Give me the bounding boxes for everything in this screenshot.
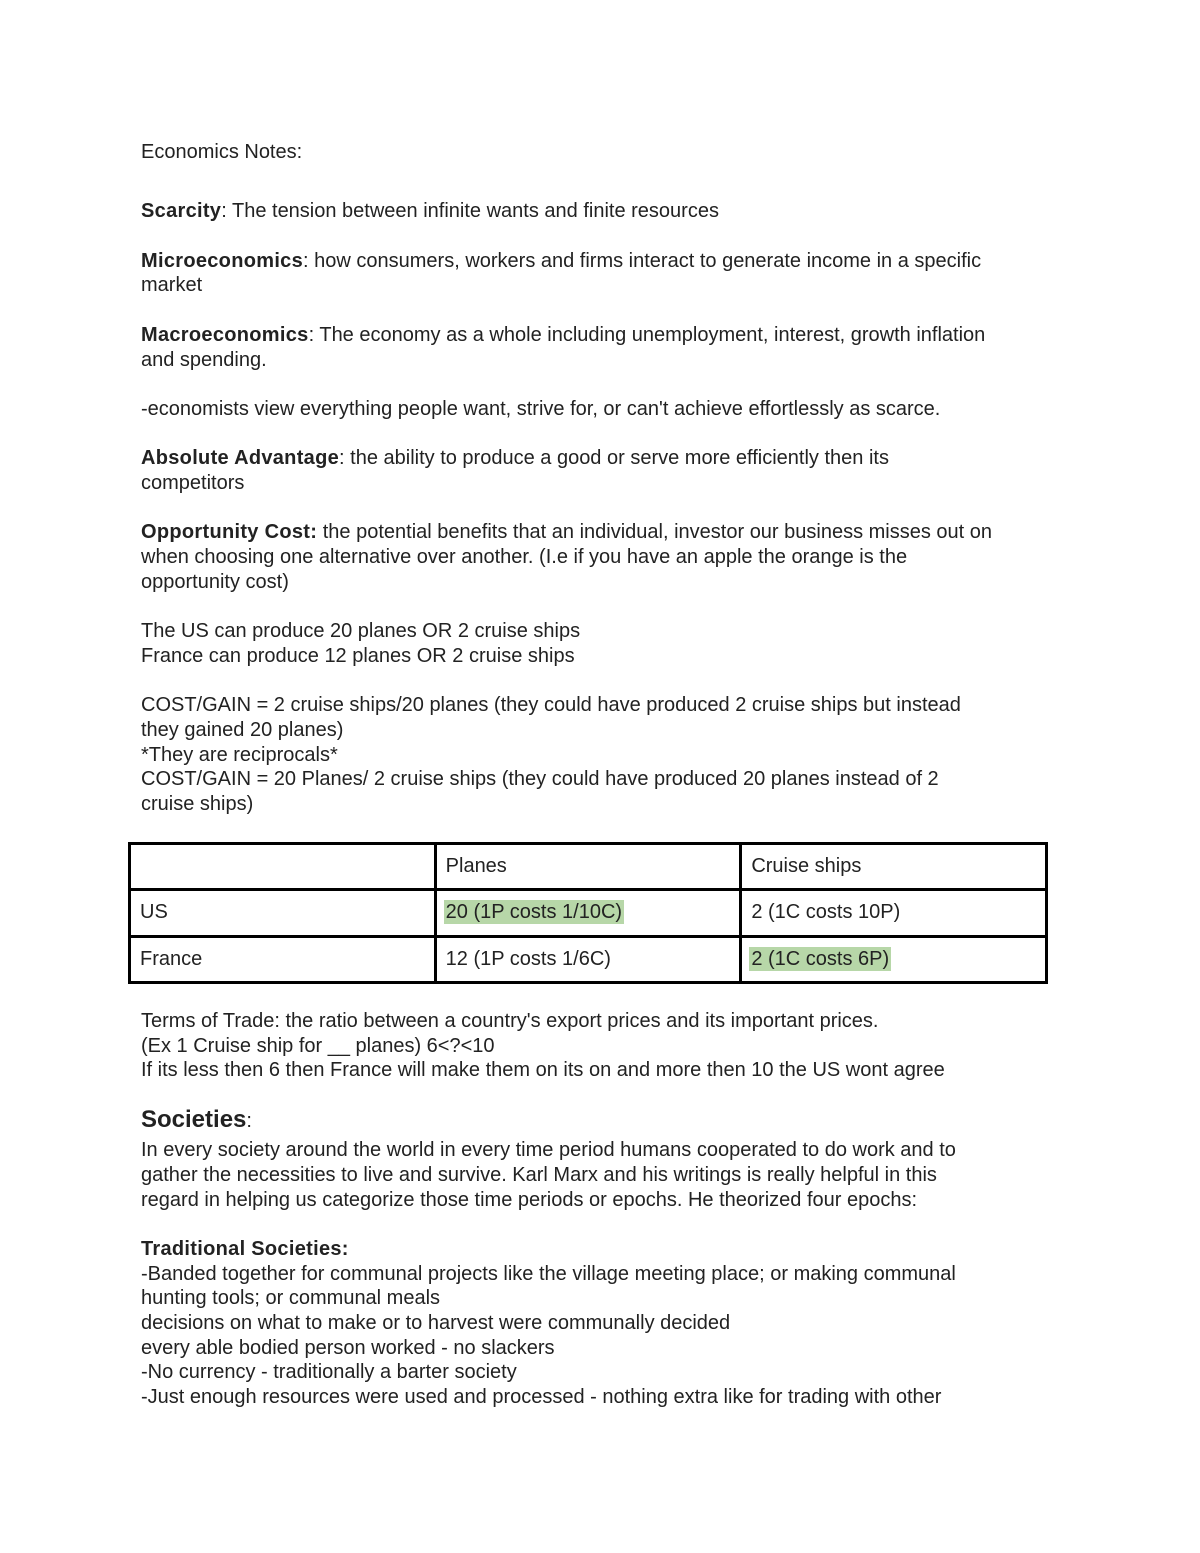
reciprocals-note: *They are reciprocals*	[141, 743, 338, 766]
societies-paragraph-cont2: regard in helping us categorize those time periods or epochs. He theorized four epochs:	[141, 1188, 918, 1211]
list-item: -Banded together for communal projects like the village meeting place; or making communal	[141, 1262, 956, 1285]
scarcity-note: -economists view everything people want, strive for, or can't achieve effortlessly as scarce.	[141, 397, 941, 420]
def-absolute-cont: competitors	[141, 472, 245, 495]
list-item: -Just enough resources were used and processed - nothing extra like for trading with other	[141, 1386, 942, 1409]
def-macro: Macroeconomics: The economy as a whole including unemployment, interest, growth inflation	[141, 323, 986, 346]
page-title: Economics Notes:	[141, 141, 303, 163]
cost-gain-1-cont: they gained 20 planes)	[141, 719, 344, 742]
terms-example: (Ex 1 Cruise ship for __ planes) 6<?<10	[141, 1034, 495, 1057]
term-scarcity: Scarcity	[141, 200, 222, 223]
table-header-row	[130, 844, 1047, 890]
table-cell: 12 (1P costs 1/6C)	[435, 936, 741, 982]
table-header-cell	[130, 844, 436, 890]
def-scarcity: Scarcity: The tension between infinite wants and finite resources	[141, 200, 719, 223]
comparative-advantage-table	[128, 842, 1048, 984]
table-cell: France	[130, 936, 436, 982]
def-opportunity-cont: when choosing one alternative over another. (I.e if you have an apple the orange is the	[141, 546, 908, 569]
table-row	[130, 936, 1047, 982]
example-us: The US can produce 20 planes OR 2 cruise ships	[141, 620, 581, 643]
notes-body-continued	[141, 1009, 1061, 1410]
def-opportunity-cont2: opportunity cost)	[141, 570, 289, 593]
table-cell: 2 (1C costs 10P)	[741, 890, 1047, 936]
cost-gain-1: COST/GAIN = 2 cruise ships/20 planes (they could have produced 2 cruise ships but instead	[141, 694, 961, 717]
def-macro-cont: and spending.	[141, 348, 267, 371]
table-cell	[741, 936, 1047, 982]
list-item: decisions on what to make or to harvest were communally decided	[141, 1312, 731, 1335]
list-item: every able bodied person worked - no slackers	[141, 1336, 555, 1359]
terms-of-trade: Terms of Trade: the ratio between a country's export prices and its important prices.	[141, 1010, 879, 1032]
term-micro: Microeconomics	[141, 249, 304, 272]
list-item: -No currency - traditionally a barter society	[141, 1361, 517, 1384]
def-micro-cont: market	[141, 274, 203, 297]
term-macro: Macroeconomics	[141, 323, 309, 346]
term-opportunity: Opportunity Cost:	[141, 521, 318, 544]
def-opportunity: Opportunity Cost: the potential benefits that an individual, investor our business misses out on	[141, 521, 993, 544]
table-cell	[435, 890, 741, 936]
societies-paragraph: In every society around the world in every time period humans cooperated to do work and to	[141, 1139, 956, 1162]
term-absolute: Absolute Advantage	[141, 447, 340, 470]
notes-body	[141, 140, 1061, 817]
societies-paragraph-cont: gather the necessities to live and survive. Karl Marx and his writings is really helpful in this	[141, 1163, 937, 1186]
cost-gain-2-cont: cruise ships)	[141, 793, 254, 816]
table-row	[130, 890, 1047, 936]
societies-heading: Societies:	[141, 1106, 252, 1134]
list-item-cont: hunting tools; or communal meals	[141, 1287, 441, 1310]
traditional-societies-heading: Traditional Societies:	[141, 1237, 349, 1260]
def-absolute: Absolute Advantage: the ability to produce a good or serve more efficiently then its	[141, 447, 889, 470]
table-cell: US	[130, 890, 436, 936]
def-micro: Microeconomics: how consumers, workers and firms interact to generate income in a specific	[141, 249, 982, 272]
table-header-cell: Cruise ships	[741, 844, 1047, 890]
cost-gain-2: COST/GAIN = 20 Planes/ 2 cruise ships (they could have produced 20 planes instead of 2	[141, 768, 939, 791]
example-france: France can produce 12 planes OR 2 cruise ships	[141, 644, 575, 667]
highlighted-value: 2 (1C costs 6P)	[751, 947, 890, 970]
terms-explanation: If its less then 6 then France will make them on its on and more then 10 the US wont agree	[141, 1059, 945, 1082]
highlighted-value: 20 (1P costs 1/10C)	[445, 901, 623, 924]
table-header-cell: Planes	[435, 844, 741, 890]
